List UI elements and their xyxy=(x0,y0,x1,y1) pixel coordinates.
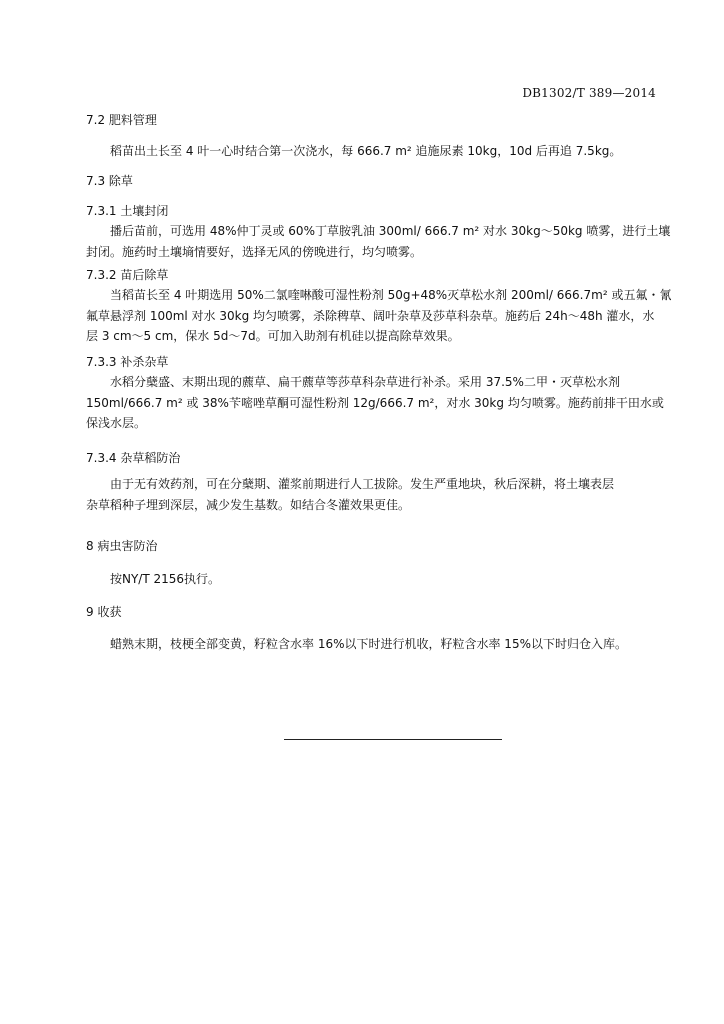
paragraph-7-3-2 xyxy=(86,285,672,347)
section-heading-9: 9 收获 xyxy=(86,605,122,619)
paragraph-9 xyxy=(86,634,660,655)
section-heading-7-2: 7.2 肥料管理 xyxy=(86,113,157,127)
paragraph-7-3-3 xyxy=(86,372,664,434)
paragraph-line: 稻苗出土长至 4 叶一心时结合第一次浇水，每 666.7 m² 追施尿素 10kg，10d 后再追 7.5kg。 xyxy=(110,144,622,158)
paragraph-line: 按NY/T 2156执行。 xyxy=(110,572,221,586)
paragraph-line: 氟草悬浮剂 100ml 对水 30kg 均匀喷雾，杀除稗草、阔叶杂草及莎草科杂草。施药后 24h～48h 灌水，水 xyxy=(86,308,655,323)
paragraph-7-3-4 xyxy=(86,474,660,515)
paragraph-line: 杂草稻种子埋到深层，减少发生基数。如结合冬灌效果更佳。 xyxy=(86,497,411,512)
section-heading-7-3-3: 7.3.3 补杀杂草 xyxy=(86,355,169,369)
paragraph-line: 封闭。施药时土壤墒情要好，选择无风的傍晚进行，均匀喷雾。 xyxy=(86,244,423,259)
paragraph-line: 水稻分蘖盛、末期出现的藨草、扁干藨草等莎草科杂草进行补杀。采用 37.5%二甲・灭草松水剂 xyxy=(110,375,620,389)
section-heading-7-3-4: 7.3.4 杂草稻防治 xyxy=(86,451,181,465)
paragraph-line: 播后苗前，可选用 48%仲丁灵或 60%丁草胺乳油 300ml/ 666.7 m² 对水 30kg～50kg 喷雾，进行土壤 xyxy=(110,224,671,238)
paragraph-7-3-1 xyxy=(86,221,671,262)
end-of-document-rule xyxy=(284,739,502,740)
section-heading-8: 8 病虫害防治 xyxy=(86,539,158,553)
paragraph-line: 当稻苗长至 4 叶期选用 50%二氯喹啉酸可湿性粉剂 50g+48%灭草松水剂 200ml/ 666.7m² 或五氟・氰 xyxy=(110,288,672,302)
paragraph-line: 层 3 cm～5 cm，保水 5d～7d。可加入助剂有机硅以提高除草效果。 xyxy=(86,329,460,343)
paragraph-7-2 xyxy=(86,141,660,162)
section-heading-7-3-1: 7.3.1 土壤封闭 xyxy=(86,204,169,218)
paragraph-8 xyxy=(86,569,660,590)
section-heading-7-3: 7.3 除草 xyxy=(86,174,133,188)
paragraph-line: 由于无有效药剂，可在分蘖期、灌浆前期进行人工拔除。发生严重地块，秋后深耕，将土壤表层 xyxy=(110,477,615,491)
paragraph-line: 保浅水层。 xyxy=(86,416,147,430)
document-id: DB1302/T 389—2014 xyxy=(522,86,656,100)
section-heading-7-3-2: 7.3.2 苗后除草 xyxy=(86,268,169,282)
paragraph-line: 150ml/666.7 m² 或 38%苄嘧唑草酮可湿性粉剂 12g/666.7 m²，对水 30kg 均匀喷雾。施药前排干田水或 xyxy=(86,395,664,410)
paragraph-line: 蜡熟末期，枝梗全部变黄，籽粒含水率 16%以下时进行机收，籽粒含水率 15%以下时归仓入库。 xyxy=(110,637,627,651)
